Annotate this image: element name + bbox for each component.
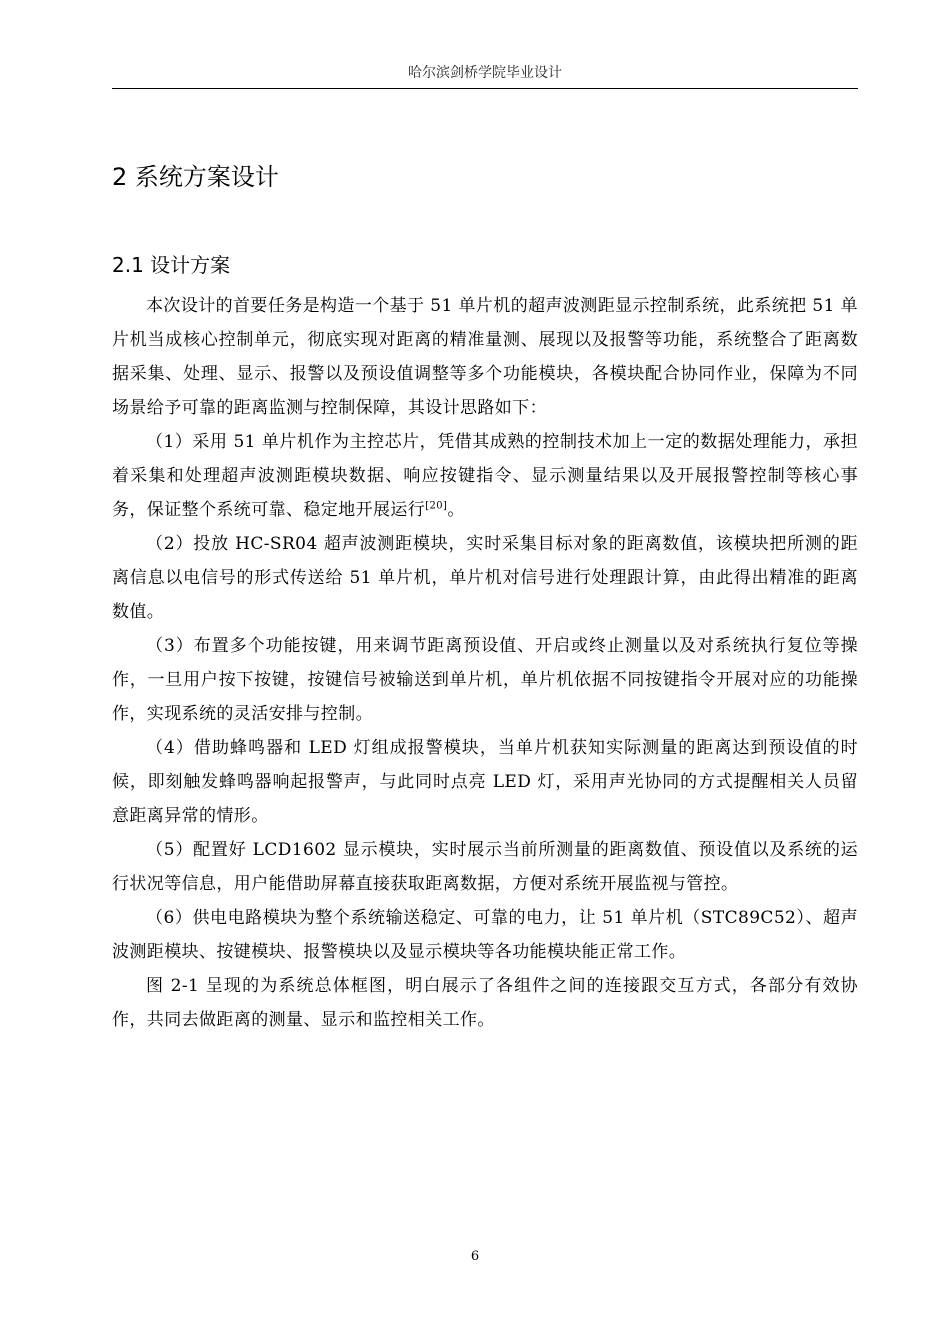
paragraph-item-1-tail: 。 — [447, 500, 465, 520]
header-divider — [112, 88, 858, 89]
page-number: 6 — [470, 1249, 480, 1264]
running-header: 哈尔滨剑桥学院毕业设计 — [408, 65, 562, 81]
body-text — [112, 289, 858, 1037]
section-heading: 2.1 设计方案 — [112, 253, 231, 277]
paragraph-item-4: （4）借助蜂鸣器和 LED 灯组成报警模块，当单片机获知实际测量的距离达到预设值的时候，即刻触发蜂鸣器响起报警声，与此同时点亮 LED 灯，采用声光协同的方式提醒相关人员留意距离异常的情形。 — [112, 738, 858, 826]
paragraph-item-6: （6）供电电路模块为整个系统输送稳定、可靠的电力，让 51 单片机（STC89C52）、超声波测距模块、按键模块、报警模块以及显示模块等各功能模块能正常工作。 — [112, 908, 858, 962]
paragraph-item-1 — [112, 425, 858, 527]
citation-ref: [20] — [425, 500, 448, 512]
paragraph-item-2: （2）投放 HC-SR04 超声波测距模块，实时采集目标对象的距离数值，该模块把所测的距离信息以电信号的形式传送给 51 单片机，单片机对信号进行处理跟计算，由此得出精准的距离数值。 — [112, 534, 858, 622]
chapter-heading: 2 系统方案设计 — [112, 163, 279, 191]
paragraph-figure-ref: 图 2-1 呈现的为系统总体框图，明白展示了各组件之间的连接跟交互方式，各部分有效协作，共同去做距离的测量、显示和监控相关工作。 — [112, 976, 858, 1030]
paragraph-item-1-text: （1）采用 51 单片机作为主控芯片，凭借其成熟的控制技术加上一定的数据处理能力，承担着采集和处理超声波测距模块数据、响应按键指令、显示测量结果以及开展报警控制等核心事务，保证整个系统可靠、稳定地开展运行 — [112, 432, 858, 520]
paragraph-intro: 本次设计的首要任务是构造一个基于 51 单片机的超声波测距显示控制系统，此系统把 51 单片机当成核心控制单元，彻底实现对距离的精准量测、展现以及报警等功能，系统整合了距离数据采集、处理、显示、报警以及预设值调整等多个功能模块，各模块配合协同作业，保障为不同场景给予可靠的距离监测与控制保障，其设计思路如下： — [112, 296, 858, 418]
paragraph-item-3: （3）布置多个功能按键，用来调节距离预设值、开启或终止测量以及对系统执行复位等操作，一旦用户按下按键，按键信号被输送到单片机，单片机依据不同按键指令开展对应的功能操作，实现系统的灵活安排与控制。 — [112, 636, 858, 724]
paragraph-item-5: （5）配置好 LCD1602 显示模块，实时展示当前所测量的距离数值、预设值以及系统的运行状况等信息，用户能借助屏幕直接获取距离数据，方便对系统开展监视与管控。 — [112, 840, 858, 894]
